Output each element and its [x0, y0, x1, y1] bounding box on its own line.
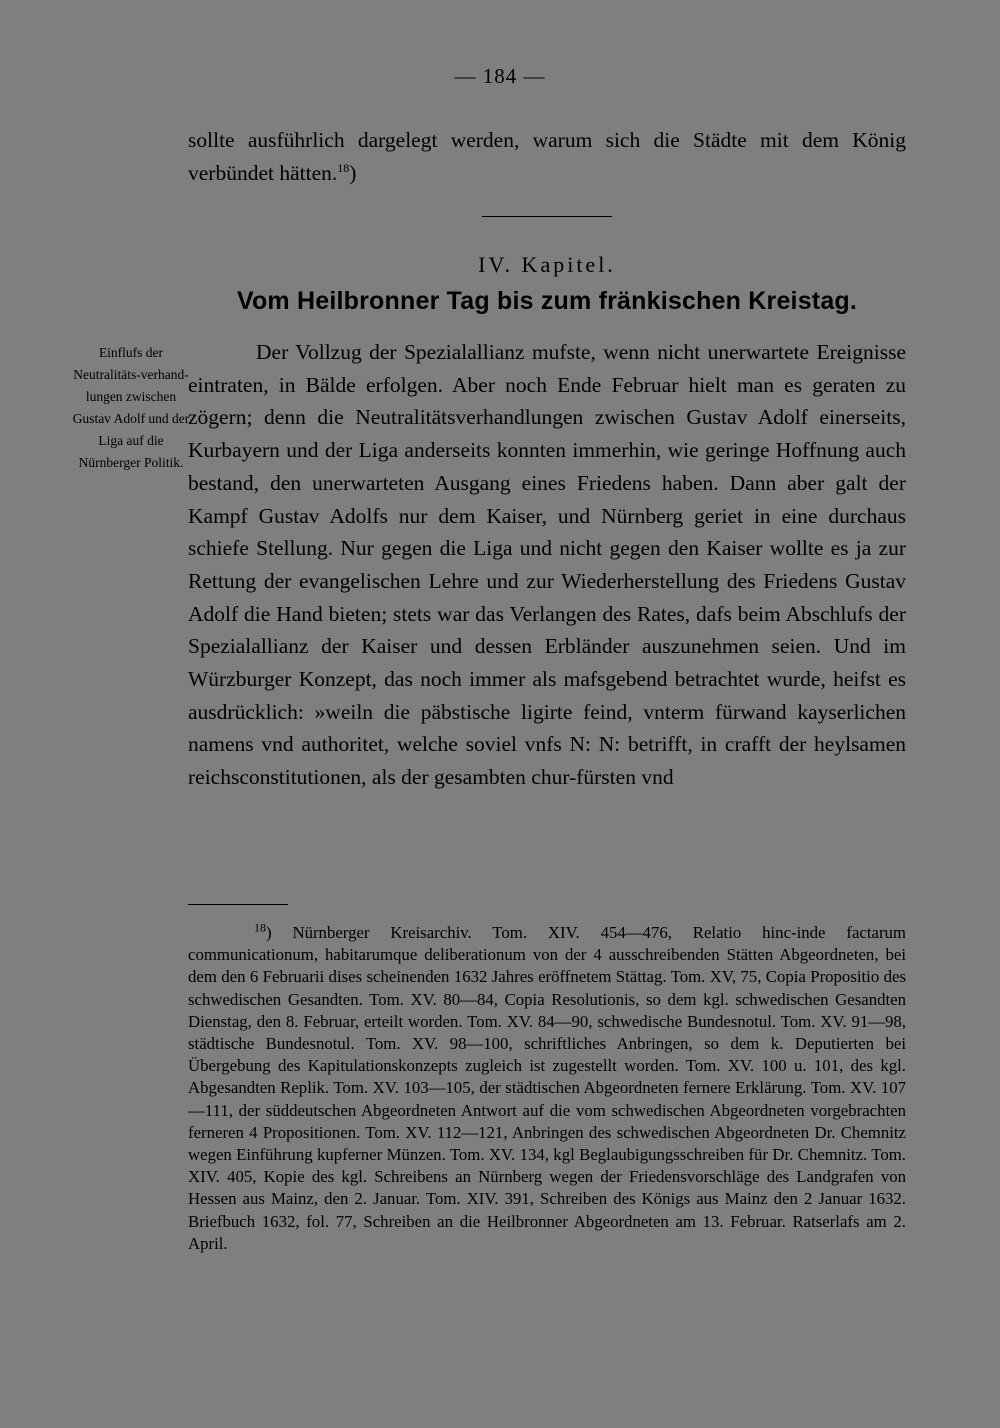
footnote-block	[188, 922, 906, 1255]
margin-note: Einflufs der Neutralitäts-verhand-lungen zwischen Gustav Adolf und der Liga auf die Nürnberger Politik.	[72, 345, 190, 470]
intro-text-line	[188, 124, 906, 189]
footnote-18	[188, 922, 906, 1255]
section-divider	[482, 216, 612, 217]
intro-closing: )	[349, 160, 357, 185]
footnote-marker: 18	[254, 920, 266, 935]
footnote-reference: 18	[337, 160, 350, 175]
main-paragraph: Der Vollzug der Spezialallianz mufste, wenn nicht unerwartete Ereignisse eintraten, in Bälde erfolgen. Aber noch Ende Februar hielt man es geraten zu zögern; denn die Neutralitätsverhandlungen zwischen Gustav Adolf einerseits, Kurbayern und der Liga anderseits konnten immerhin, wie geringe Hoffnung auch bestand, den unerwarteten Ausgang eines Friedens haben. Dann aber galt der Kampf Gustav Adolfs nur dem Kaiser, und Nürnberg geriet in eine durchaus schiefe Stellung. Nur gegen die Liga und nicht gegen den Kaiser wollte es ja zur Rettung der evangelischen Lehre und zur Wiederherstellung des Friedens Gustav Adolf die Hand bieten; stets war das Verlangen des Rates, dafs beim Abschlufs der Spezialallianz der Kaiser und dessen Erbländer auszunehmen seien. Und im Würzburger Konzept, das noch immer als mafsgebend betrachtet wurde, heifst es ausdrücklich: »weiln die päbstische ligirte feind, vnterm fürwand kayserlichen namens vnd authoritet, welche soviel vnfs N: N: betrifft, in crafft der heylsamen reichsconstitutionen, als der gesambten chur-fürsten vnd	[188, 340, 906, 790]
footnote-text: ) Nürnberger Kreisarchiv. Tom. XIV. 454—476, Relatio hinc-inde factarum communicationum, habitarumque deliberationum von der 4 ausschreibenden Stätten Abgeordneten, bei dem den 6 Februarii dises scheinenden 1632 Jahres eröffnetem Stättag. Tom. XV, 75, Copia Propositio des schwedischen Gesandten. Tom. XV. 80—84, Copia Resolutionis, so dem kgl. schwedischen Gesandten Dienstag, den 8. Februar, erteilt worden. Tom. XV. 84—90, schwedische Bundesnotul. Tom. XV. 91—98, städtische Bundesnotul. Tom. XV. 98—100, schriftliches Anbringen, so dem k. Deputierten bei Übergebung des Kapitulationskonzepts zugleich ist zugestellt worden. Tom. XV. 100 u. 101, des kgl. Abgesandten Replik. Tom. XV. 103—105, der städtischen Abgeordneten fernere Erklärung. Tom. XV. 107—111, der süddeutschen Abgeordneten Antwort auf die vom schwedischen Abgeordneten vorgebrachten ferneren 4 Propositionen. Tom. XV. 112—121, Anbringen des schwedischen Abgeordneten Dr. Chemnitz wegen Einführung kupferner Münzen. Tom. XV. 134, kgl Beglaubigungsschreiben für Dr. Chemnitz. Tom. XIV. 405, Kopie des kgl. Schreibens an Nürnberg wegen der Friedensvorschläge des Landgrafen von Hessen aus Mainz, den 2. Januar. Tom. XIV. 391, Schreiben des Königs aus Mainz den 2 Januar 1632. Briefbuch 1632, fol. 77, Schreiben an die Heilbronner Abgeordneten am 13. Februar. Ratserlafs am 2. April.	[188, 923, 906, 1253]
footnote-divider	[188, 904, 288, 905]
intro-text: sollte ausführlich dargelegt werden, warum sich die Städte mit dem König verbündet hätten.	[188, 128, 906, 185]
main-text-block	[188, 336, 906, 794]
chapter-title: Vom Heilbronner Tag bis zum fränkischen Kreistag.	[236, 287, 858, 315]
intro-paragraph	[188, 124, 906, 189]
chapter-label: IV. Kapitel.	[478, 252, 616, 277]
page-number: — 184 —	[454, 64, 546, 88]
